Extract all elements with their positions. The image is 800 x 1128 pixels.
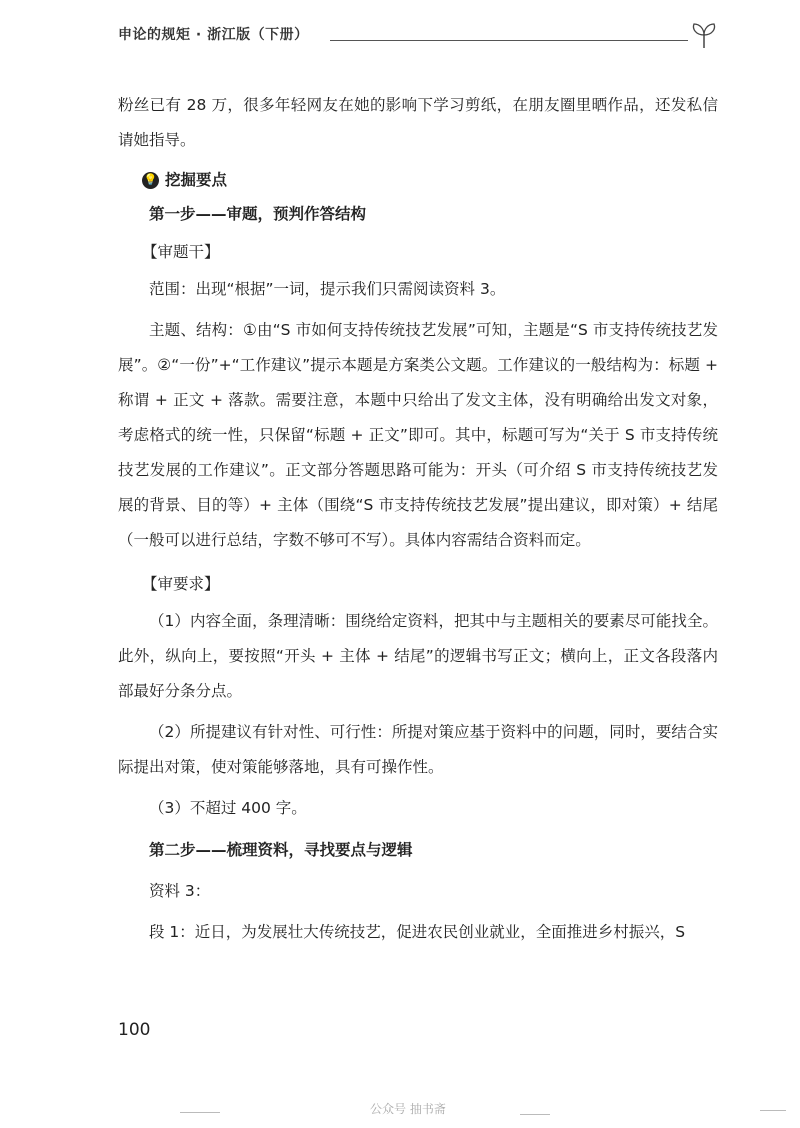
page-body [118,88,718,950]
section-heading-label: 挖掘要点 [165,171,228,189]
book-title: 申论的规矩 · 浙江版（下册） [118,27,309,43]
material-label: 资料 3： [149,882,211,900]
running-header [118,20,718,50]
page-number: 100 [118,1020,151,1040]
scan-speck [760,1110,786,1111]
material-paragraph-1: 段 1：近日，为发展壮大传统技艺，促进农民创业就业，全面推进乡村振兴，S [149,923,686,941]
footer-watermark: 公众号 抽书斋 [370,1102,446,1116]
review-requirements-label: 【审要求】 [142,575,220,593]
review-stem-label: 【审题干】 [142,243,220,261]
sprout-icon [686,20,722,50]
scan-speck [180,1112,220,1113]
requirement-2: （2）所提建议有针对性、可行性：所提对策应基于资料中的问题，同时，要结合实际提出对策，使对策能够落地，具有可操作性。 [118,723,718,776]
lightbulb-icon: 💡 [142,172,159,189]
header-rule [330,40,688,41]
paragraph-continuation: 粉丝已有 28 万，很多年轻网友在她的影响下学习剪纸，在朋友圈里晒作品，还发私信请她指导。 [118,96,718,149]
structure-paragraph: 主题、结构：①由“S 市如何支持传统技艺发展”可知，主题是“S 市支持传统技艺发展”。②“一份”+“工作建议”提示本题是方案类公文题。工作建议的一般结构为：标题 + 称谓 + 正文 + 落款。需要注意，本题中只给出了发文主体，没有明确给出发文对象，考虑格式的统一性，只保留“标题 + 正文”即可。其中，标题可写为“关于 S 市支持传统技艺发展的工作建议”。正文部分答题思路可能为：开头（可介绍 S 市支持传统技艺发展的背景、目的等）+ 主体（围绕“S 市支持传统技艺发展”提出建议，即对策）+ 结尾（一般可以进行总结，字数不够可不写）。具体内容需结合资料而定。 [118,321,718,549]
scan-speck [520,1114,550,1115]
step-one-heading: 第一步——审题，预判作答结构 [149,205,367,223]
requirement-3: （3）不超过 400 字。 [149,799,307,817]
section-heading [142,164,718,196]
step-two-heading: 第二步——梳理资料，寻找要点与逻辑 [149,841,413,859]
range-paragraph: 范围：出现“根据”一词，提示我们只需阅读资料 3。 [149,280,506,298]
requirement-1: （1）内容全面，条理清晰：围绕给定资料，把其中与主题相关的要素尽可能找全。此外，纵向上，要按照“开头 + 主体 + 结尾”的逻辑书写正文；横向上，正文各段落内部最好分条分点。 [118,612,718,700]
